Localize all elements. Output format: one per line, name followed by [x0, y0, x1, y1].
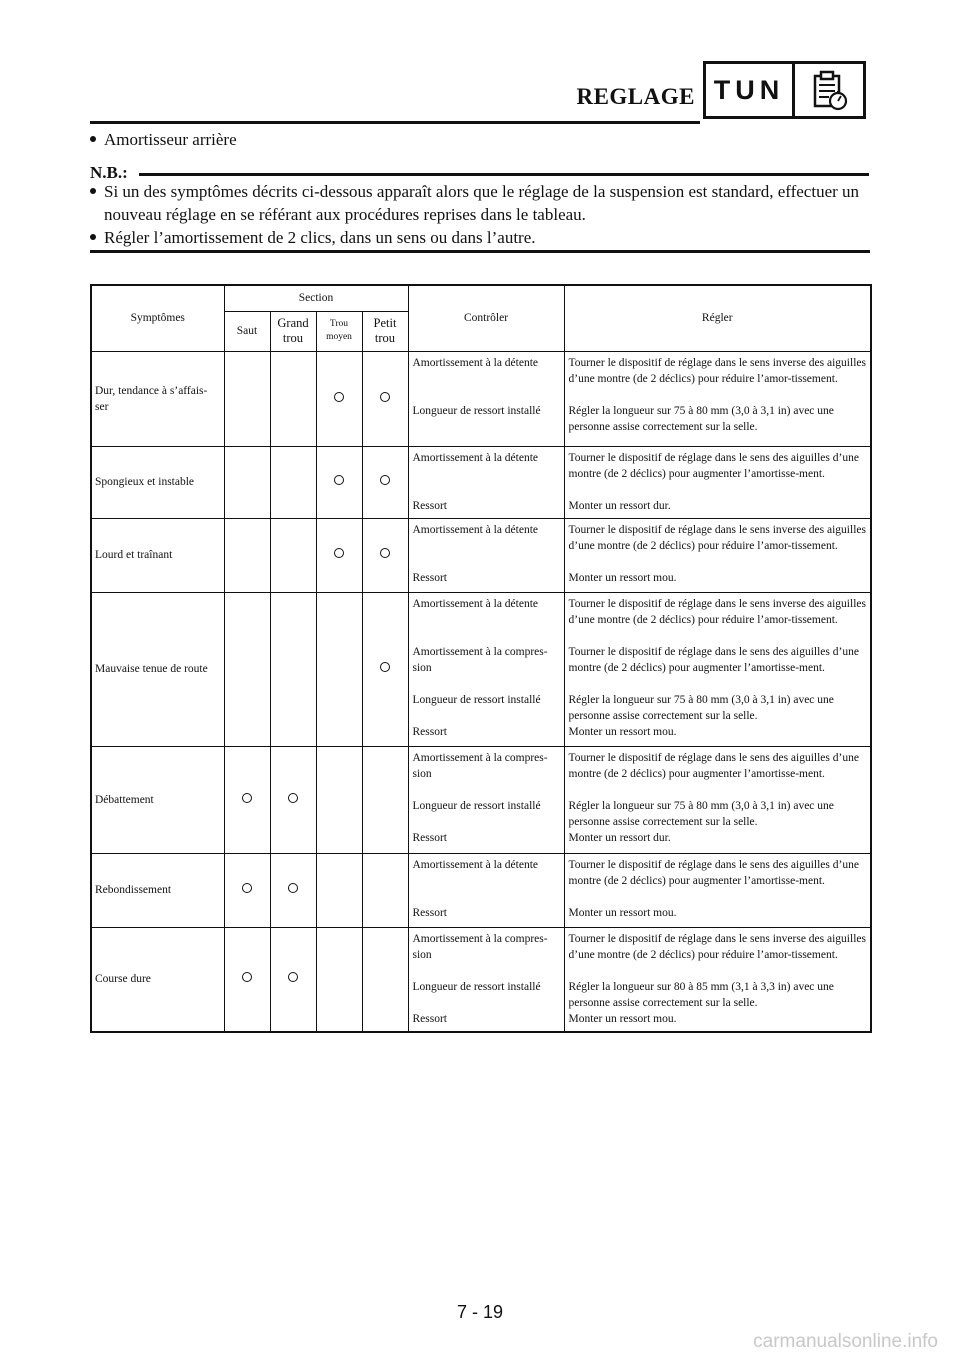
- check-item: Longueur de ressort installé: [412, 980, 541, 993]
- adjust-item: Monter un ressort mou.: [568, 1012, 677, 1025]
- section-mark-cell: [362, 853, 408, 927]
- note-bottom-rule: [90, 250, 870, 253]
- header-regler: Régler: [564, 285, 871, 351]
- adjust-item: Tourner le dispositif de réglage dans le sens des aiguilles d’une montre (de 2 déclics) pour augmenter l’amortisse-ment.: [568, 751, 859, 780]
- section-mark-cell: [224, 351, 270, 446]
- check-item: Amortissement à la détente: [412, 356, 539, 369]
- adjust-item: Régler la longueur sur 75 à 80 mm (3,0 à 3,1 in) avec une personne assise correctement sur la selle.: [568, 799, 834, 828]
- check-item: Ressort: [412, 831, 447, 844]
- adjust-item: Régler la longueur sur 75 à 80 mm (3,0 à 3,1 in) avec une personne assise correctement sur la selle.: [568, 404, 834, 433]
- section-mark-cell: [224, 592, 270, 746]
- adjust-cell: [564, 351, 871, 446]
- section-mark-cell: [270, 351, 316, 446]
- symptom-cell: Lourd et traînant: [91, 518, 224, 592]
- header-section: Section: [224, 285, 408, 311]
- section-bullet-text: Amortisseur arrière: [104, 130, 237, 149]
- check-item: Longueur de ressort installé: [412, 404, 541, 417]
- adjust-item: Monter un ressort mou.: [568, 906, 677, 919]
- section-mark-cell: [316, 746, 362, 853]
- page-number: 7 - 19: [456, 1302, 504, 1322]
- table-row: [91, 351, 871, 446]
- adjust-item: Tourner le dispositif de réglage dans le sens inverse des aiguilles d’une montre (de 2 déclics) pour réduire l’amor-tissement.: [568, 597, 866, 626]
- adjust-item: Tourner le dispositif de réglage dans le sens inverse des aiguilles d’une montre (de 2 déclics) pour réduire l’amor-tissement.: [568, 523, 866, 552]
- check-item: Ressort: [412, 725, 447, 738]
- check-item: Ressort: [412, 906, 447, 919]
- circle-mark-icon: [334, 392, 344, 402]
- clipboard-stopwatch-icon: [795, 64, 863, 116]
- header-controler: Contrôler: [408, 285, 564, 351]
- adjust-item: Monter un ressort dur.: [568, 499, 671, 512]
- section-mark-cell: [316, 446, 362, 518]
- check-item: Amortissement à la détente: [412, 597, 539, 610]
- section-mark-cell: [270, 927, 316, 1032]
- adjust-item: Tourner le dispositif de réglage dans le sens des aiguilles d’une montre (de 2 déclics) pour augmenter l’amortisse-ment.: [568, 451, 859, 480]
- adjust-item: Tourner le dispositif de réglage dans le sens inverse des aiguilles d’une montre (de 2 déclics) pour réduire l’amor-tissement.: [568, 932, 866, 961]
- check-item: Longueur de ressort installé: [412, 693, 541, 706]
- circle-mark-icon: [288, 883, 298, 893]
- adjust-item: Tourner le dispositif de réglage dans le sens des aiguilles d’une montre (de 2 déclics) pour augmenter l’amortisse-ment.: [568, 645, 859, 674]
- check-item: Longueur de ressort installé: [412, 799, 541, 812]
- section-mark-cell: [270, 592, 316, 746]
- section-mark-cell: [224, 518, 270, 592]
- circle-mark-icon: [288, 972, 298, 982]
- section-mark-cell: [362, 446, 408, 518]
- section-mark-cell: [362, 746, 408, 853]
- note-rule: [139, 173, 869, 176]
- note-label: N.B.:: [90, 163, 128, 182]
- check-cell: [408, 746, 564, 853]
- section-mark-cell: [362, 518, 408, 592]
- adjust-cell: [564, 927, 871, 1032]
- circle-mark-icon: [380, 548, 390, 558]
- circle-mark-icon: [380, 475, 390, 485]
- section-badge: [703, 61, 866, 119]
- table-row: [91, 518, 871, 592]
- header-saut: Saut: [224, 311, 270, 351]
- adjust-item: Tourner le dispositif de réglage dans le sens inverse des aiguilles d’une montre (de 2 déclics) pour réduire l’amor-tissement.: [568, 356, 866, 385]
- section-mark-cell: [362, 351, 408, 446]
- section-mark-cell: [270, 853, 316, 927]
- adjust-item: Monter un ressort dur.: [568, 831, 671, 844]
- circle-mark-icon: [334, 475, 344, 485]
- symptom-cell: Débattement: [91, 746, 224, 853]
- section-mark-cell: [270, 446, 316, 518]
- table-row: [91, 592, 871, 746]
- circle-mark-icon: [288, 793, 298, 803]
- note-item: [90, 226, 870, 249]
- check-item: Amortissement à la compres-sion: [412, 932, 548, 961]
- adjust-cell: [564, 446, 871, 518]
- header-petit-trou: Petit trou: [362, 311, 408, 351]
- section-mark-cell: [270, 746, 316, 853]
- circle-mark-icon: [380, 662, 390, 672]
- adjust-item: Tourner le dispositif de réglage dans le sens des aiguilles d’une montre (de 2 déclics) pour augmenter l’amortisse-ment.: [568, 858, 859, 887]
- circle-mark-icon: [334, 548, 344, 558]
- check-item: Amortissement à la détente: [412, 858, 539, 871]
- watermark: carmanualsonline.info: [753, 1331, 938, 1352]
- section-bullet: [90, 130, 237, 150]
- section-mark-cell: [316, 853, 362, 927]
- badge-label: TUN: [706, 64, 795, 116]
- note-item-text: Régler l’amortissement de 2 clics, dans un sens ou dans l’autre.: [104, 228, 536, 247]
- section-mark-cell: [224, 446, 270, 518]
- bullet-dot-icon: [90, 188, 96, 194]
- adjust-item: Monter un ressort mou.: [568, 725, 677, 738]
- section-mark-cell: [316, 592, 362, 746]
- adjustment-table: [90, 284, 870, 1033]
- adjust-item: Monter un ressort mou.: [568, 571, 677, 584]
- section-mark-cell: [316, 927, 362, 1032]
- symptom-cell: Spongieux et instable: [91, 446, 224, 518]
- circle-mark-icon: [242, 883, 252, 893]
- adjust-cell: [564, 746, 871, 853]
- check-item: Amortissement à la détente: [412, 523, 539, 536]
- adjust-item: Régler la longueur sur 80 à 85 mm (3,1 à 3,3 in) avec une personne assise correctement sur la selle.: [568, 980, 834, 1009]
- adjust-cell: [564, 518, 871, 592]
- check-item: Amortissement à la détente: [412, 451, 539, 464]
- adjust-item: Régler la longueur sur 75 à 80 mm (3,0 à 3,1 in) avec une personne assise correctement sur la selle.: [568, 693, 834, 722]
- check-item: Amortissement à la compres-sion: [412, 645, 548, 674]
- circle-mark-icon: [242, 793, 252, 803]
- check-cell: [408, 518, 564, 592]
- section-mark-cell: [316, 351, 362, 446]
- header-symptoms: Symptômes: [91, 285, 224, 351]
- section-mark-cell: [224, 746, 270, 853]
- table-row: [91, 927, 871, 1032]
- symptom-cell: Course dure: [91, 927, 224, 1032]
- circle-mark-icon: [242, 972, 252, 982]
- page-title: REGLAGE: [576, 84, 695, 109]
- check-cell: [408, 446, 564, 518]
- symptom-cell: Mauvaise tenue de route: [91, 592, 224, 746]
- note-item-text: Si un des symptômes décrits ci-dessous apparaît alors que le réglage de la suspension est standard, effectuer un nouveau réglage en se référant aux procédures reprises dans le tableau.: [104, 182, 860, 224]
- header-grand-trou: Grand trou: [270, 311, 316, 351]
- table-row: [91, 853, 871, 927]
- section-mark-cell: [362, 592, 408, 746]
- symptom-cell: Rebondissement: [91, 853, 224, 927]
- header-rule: [90, 121, 700, 124]
- note-item: [90, 180, 870, 226]
- bullet-dot-icon: [90, 234, 96, 240]
- check-cell: [408, 853, 564, 927]
- section-mark-cell: [224, 853, 270, 927]
- symptom-cell: Dur, tendance à s’affais-ser: [91, 351, 224, 446]
- check-item: Ressort: [412, 499, 447, 512]
- adjust-cell: [564, 853, 871, 927]
- table-row: [91, 446, 871, 518]
- section-mark-cell: [224, 927, 270, 1032]
- check-item: Amortissement à la compres-sion: [412, 751, 548, 780]
- circle-mark-icon: [380, 392, 390, 402]
- adjust-cell: [564, 592, 871, 746]
- check-cell: [408, 351, 564, 446]
- header-trou-moyen: Trou moyen: [316, 311, 362, 351]
- check-cell: [408, 927, 564, 1032]
- check-item: Ressort: [412, 1012, 447, 1025]
- check-item: Ressort: [412, 571, 447, 584]
- section-mark-cell: [270, 518, 316, 592]
- bullet-dot-icon: [90, 136, 96, 142]
- check-cell: [408, 592, 564, 746]
- section-mark-cell: [362, 927, 408, 1032]
- table-row: [91, 746, 871, 853]
- section-mark-cell: [316, 518, 362, 592]
